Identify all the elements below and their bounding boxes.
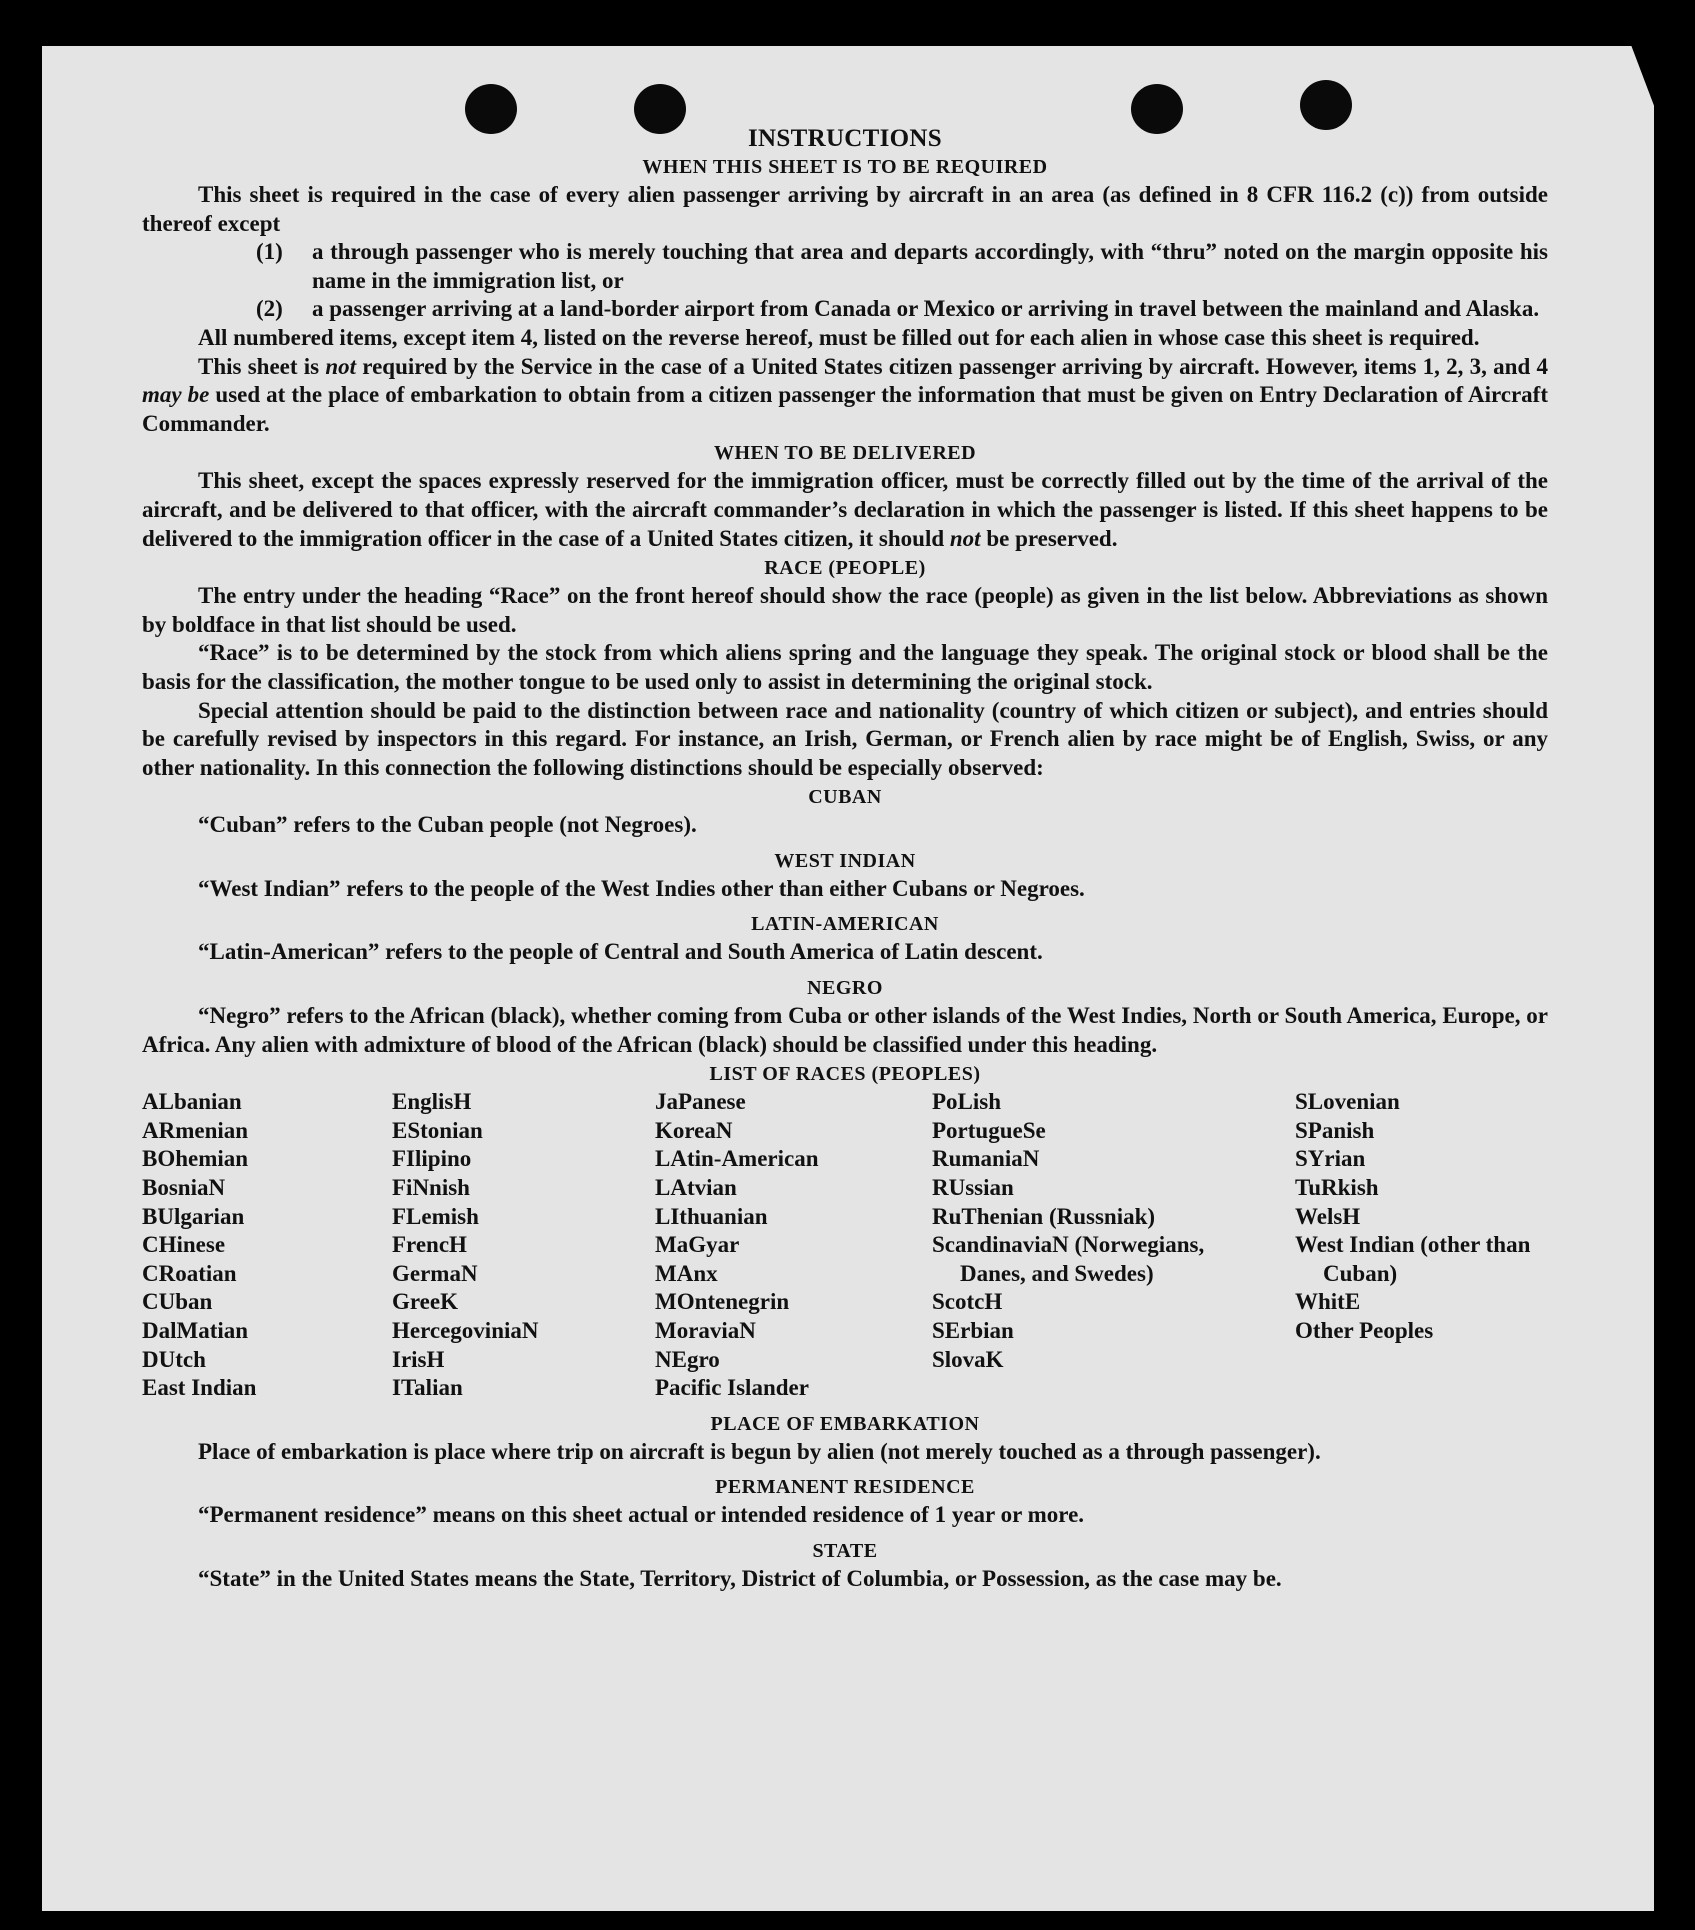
paragraph-delivery: This sheet, except the spaces expressly reserved for the immigration officer, must be correctly filled out by the time of the arrival of the aircraft, and be delivered to that officer, with the aircraft commander’s declaration in which the passenger is listed. If this sheet happens to be delivered to the immigration officer in the case of a United States citizen, it should not be preserved.	[142, 468, 1548, 551]
exception-text: a passenger arriving at a land-border airport from Canada or Mexico or arriving in travel between the mainland and Alaska.	[312, 296, 1540, 322]
race-item: East Indian	[142, 1375, 257, 1401]
section-heading-place-of-embarkation: PLACE OF EMBARKATION	[710, 1412, 980, 1435]
race-item: DalMatian	[142, 1318, 249, 1343]
race-item: FLemish	[392, 1203, 479, 1229]
race-column-4	[932, 1088, 1295, 1403]
section-heading-state: STATE	[812, 1539, 878, 1562]
race-item: ALbanian	[142, 1089, 242, 1115]
race-item: ITalian	[392, 1375, 463, 1401]
race-item: SYrian	[1295, 1146, 1366, 1172]
paragraph-place-of-embarkation: Place of embarkation is place where trip on aircraft is begun by alien (not merely touched as a through passenger).	[198, 1438, 1321, 1464]
race-item: SlovaK	[932, 1346, 1004, 1372]
exception-number: (1)	[256, 239, 283, 265]
race-item: GermaN	[392, 1260, 478, 1286]
exception-text: a through passenger who is merely touching that area and departs accordingly, with “thru” noted on the margin opposite his name in the immigration list, or	[312, 239, 1548, 293]
instructions-content	[142, 124, 1548, 1594]
race-item: RumaniaN	[932, 1146, 1040, 1172]
race-item: West Indian (other than Cuban)	[1295, 1232, 1531, 1286]
race-column-1	[142, 1088, 392, 1403]
race-item: EStonian	[392, 1117, 483, 1143]
race-item: BOhemian	[142, 1146, 249, 1172]
section-heading-west-indian: WEST INDIAN	[774, 849, 916, 872]
race-item: CUban	[142, 1289, 213, 1315]
race-item: KoreaN	[655, 1117, 733, 1143]
section-heading-when-required: WHEN THIS SHEET IS TO BE REQUIRED	[642, 156, 1048, 178]
section-heading-list-of-races: LIST OF RACES (PEOPLES)	[709, 1063, 981, 1086]
race-item: RuThenian (Russniak)	[932, 1203, 1156, 1229]
race-item: LAtvian	[655, 1175, 737, 1201]
race-column-3	[655, 1088, 932, 1403]
race-item: ARmenian	[142, 1117, 249, 1143]
race-item: IrisH	[392, 1346, 445, 1372]
race-item: FiNnish	[392, 1175, 470, 1201]
race-item: MAnx	[655, 1260, 718, 1286]
paragraph-permanent-residence: “Permanent residence” means on this sheet actual or intended residence of 1 year or more.	[198, 1502, 1085, 1528]
race-item: LIthuanian	[655, 1203, 768, 1229]
exception-item	[256, 238, 1548, 295]
race-item: ScandinaviaN (Norwegians, Danes, and Swedes)	[932, 1232, 1205, 1286]
section-heading-race: RACE (PEOPLE)	[764, 557, 926, 580]
paragraph-negro: “Negro” refers to the African (black), whether coming from Cuba or other islands of the West Indies, North or South America, Europe, or Africa. Any alien with admixture of blood of the African (black) should be classified under this heading.	[142, 1003, 1548, 1057]
paragraph-latin-american: “Latin-American” refers to the people of Central and South America of Latin descent.	[198, 939, 1043, 965]
race-item: MOntenegrin	[655, 1289, 790, 1315]
race-item: BUlgarian	[142, 1203, 245, 1229]
paragraph-race-nationality: Special attention should be paid to the distinction between race and nationality (country of which citizen or subject), and entries should be carefully revised by inspectors in this regard. For instance, an Irish, German, or French alien by race might be of English, Swiss, or any other nationality. In this connection the following distinctions should be especially observed:	[142, 697, 1548, 780]
race-item: Other Peoples	[1295, 1318, 1434, 1343]
paragraph-cuban: “Cuban” refers to the Cuban people (not Negroes).	[198, 812, 697, 838]
race-column-5	[1295, 1088, 1548, 1403]
race-item: WelsH	[1295, 1203, 1361, 1229]
exception-list	[256, 238, 1548, 324]
paragraph-state: “State” in the United States means the State, Territory, District of Columbia, or Possession, as the case may be.	[198, 1565, 1282, 1591]
race-item: NEgro	[655, 1346, 720, 1372]
section-heading-latin-american: LATIN-AMERICAN	[751, 913, 939, 936]
section-heading-negro: NEGRO	[807, 977, 883, 1000]
race-item: LAtin-American	[655, 1146, 819, 1172]
paragraph-numbered-items: All numbered items, except item 4, listed on the reverse hereof, must be filled out for each alien in whose case this sheet is required.	[198, 324, 1480, 350]
section-heading-permanent-residence: PERMANENT RESIDENCE	[715, 1476, 975, 1499]
race-item: FrencH	[392, 1232, 467, 1258]
paragraph-required-intro: This sheet is required in the case of every alien passenger arriving by aircraft in an area (as defined in 8 CFR 116.2 (c)) from outside thereof except	[142, 182, 1548, 236]
race-item: PoLish	[932, 1089, 1002, 1115]
race-item: PortugueSe	[932, 1117, 1046, 1143]
race-item: DUtch	[142, 1346, 206, 1372]
race-item: WhitE	[1295, 1289, 1361, 1315]
race-item: CHinese	[142, 1232, 226, 1258]
paragraph-race-definition: “Race” is to be determined by the stock from which aliens spring and the language they speak. The original stock or blood shall be the basis for the classification, the mother tongue to be used only to assist in determining the original stock.	[142, 640, 1548, 694]
section-heading-when-delivered: WHEN TO BE DELIVERED	[713, 442, 977, 465]
race-item: GreeK	[392, 1289, 458, 1315]
race-item: SErbian	[932, 1318, 1014, 1343]
race-item: Pacific Islander	[655, 1375, 809, 1401]
race-item: HercegoviniaN	[392, 1318, 539, 1343]
race-item: BosniaN	[142, 1175, 226, 1201]
paragraph-citizen: This sheet is not required by the Service in the case of a United States citizen passenger arriving by aircraft. However, items 1, 2, 3, and 4 may be used at the place of embarkation to obtain from a citizen passenger the information that must be given on Entry Declaration of Aircraft Commander.	[142, 353, 1549, 436]
race-item: MaGyar	[655, 1232, 740, 1258]
race-item: SPanish	[1295, 1117, 1375, 1143]
race-item: EnglisH	[392, 1089, 472, 1115]
race-item: RUssian	[932, 1175, 1014, 1201]
page-title: INSTRUCTIONS	[748, 125, 942, 152]
section-heading-cuban: CUBAN	[808, 786, 882, 809]
exception-number: (2)	[256, 296, 283, 322]
race-column-2	[392, 1088, 655, 1403]
exception-item	[256, 295, 1548, 324]
race-item: MoraviaN	[655, 1318, 756, 1343]
paragraph-west-indian: “West Indian” refers to the people of the West Indies other than either Cubans or Negroes.	[198, 875, 1085, 901]
paragraph-race-entry: The entry under the heading “Race” on the front hereof should show the race (people) as given in the list below. Abbreviations as shown by boldface in that list should be used.	[142, 583, 1548, 637]
race-list	[142, 1088, 1548, 1403]
race-item: ScotcH	[932, 1289, 1003, 1315]
race-item: CRoatian	[142, 1260, 237, 1286]
race-item: SLovenian	[1295, 1089, 1400, 1115]
punch-hole	[1300, 80, 1352, 130]
race-item: JaPanese	[655, 1089, 746, 1115]
race-item: FIlipino	[392, 1146, 472, 1172]
race-item: TuRkish	[1295, 1175, 1379, 1201]
